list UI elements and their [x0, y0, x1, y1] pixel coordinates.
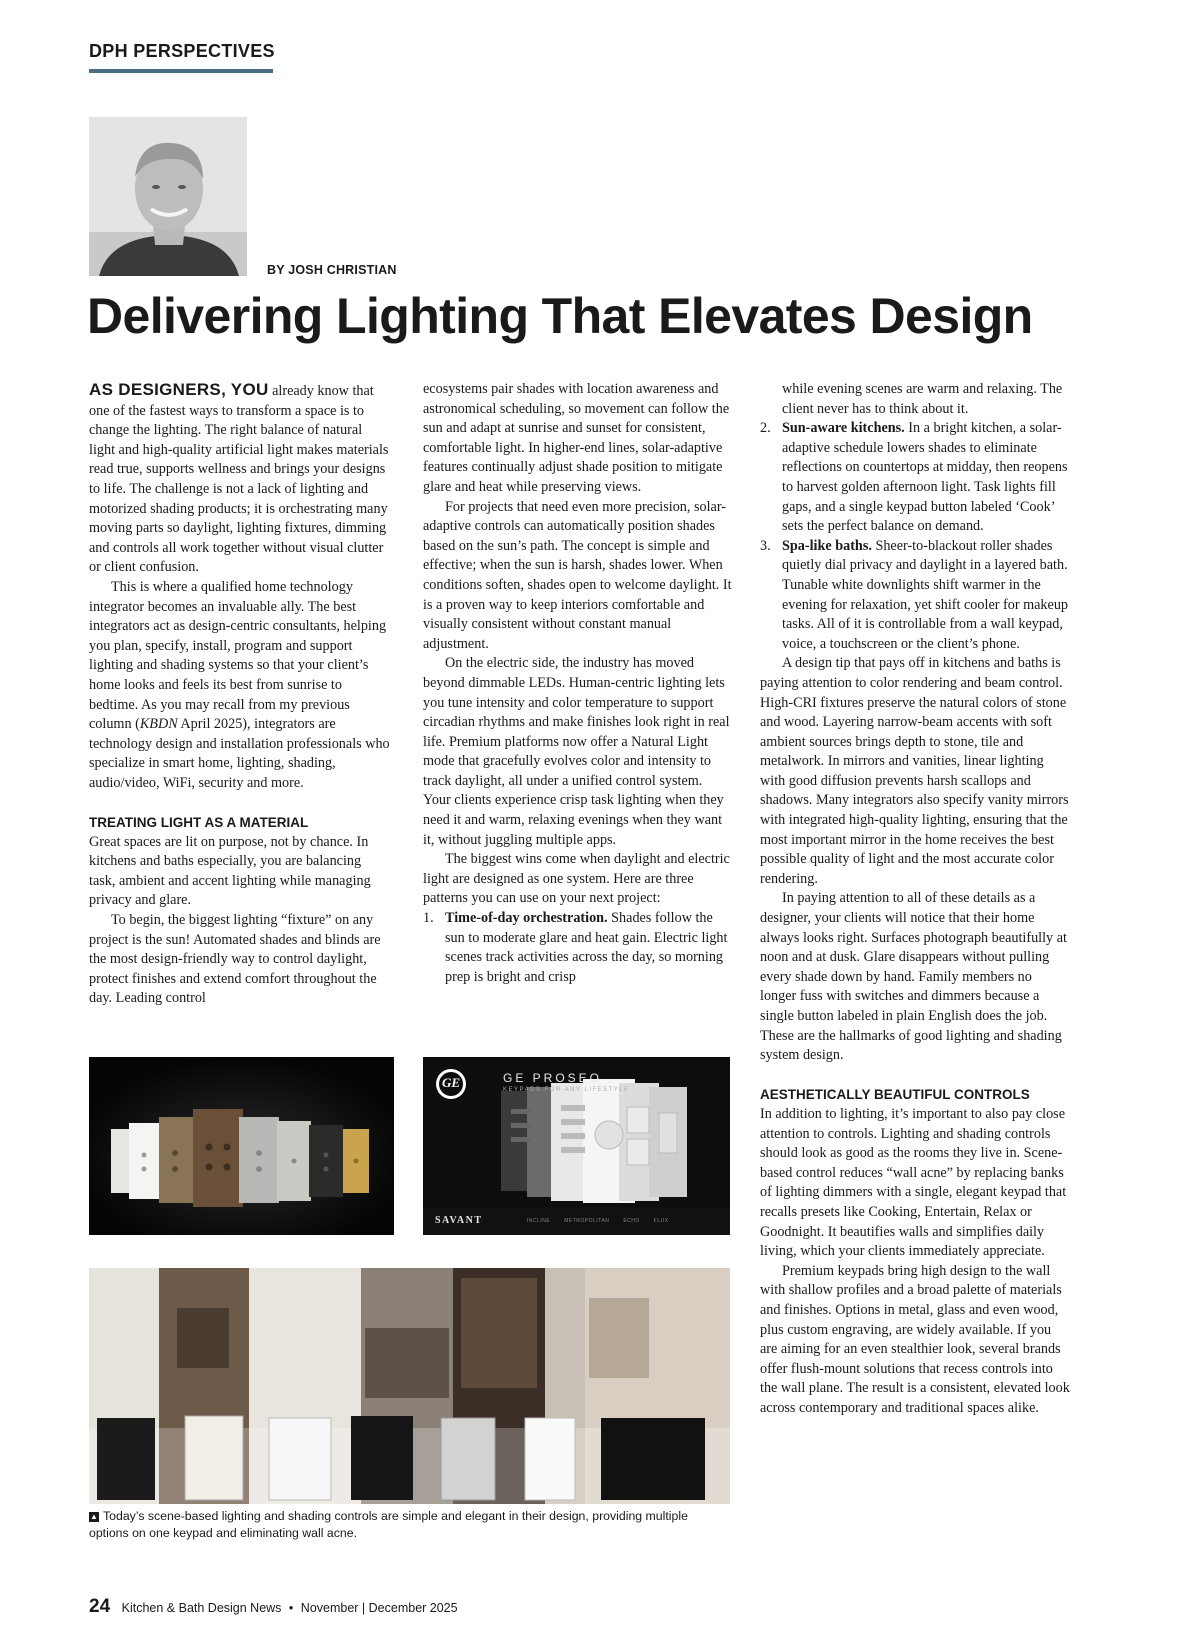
list-item [760, 419, 1070, 537]
paragraph [89, 578, 391, 794]
ge-tagline: KEYPADS FOR ANY LIFESTYLE [503, 1087, 630, 1093]
publication-name: Kitchen & Bath Design News [121, 1601, 282, 1615]
paragraph: On the electric side, the industry has moved beyond dimmable LEDs. Human-centric lighting lets you tune intensity and color temperature to support circadian rhythms and make finishes look right in real life. Premium platforms now offer a Natural Light mode that gracefully evolves color and intensity to track daylight, all under a unified control system. Your clients experience crisp task lighting when they need it and warm, relaxing evenings when they want it, without juggling multiple apps. [423, 655, 730, 848]
paragraph: In addition to lighting, it’s important to also pay close attention to controls. Lighting and shading controls should look as good as the rooms they live in. Scene-based control reduces “wall acne” by replacing banks of lighting dimmers with a single, elegant keypad that recalls presets like Cooking, Entertain, Relax or Goodnight. It beautifies walls and simplifies daily living, which your clients immediately appreciate. [760, 1105, 1067, 1260]
list-item-text: Shades follow the sun to moderate glare and heat gain. Electric light scenes track activities across the day, so morning prep is bright and crisp [445, 910, 728, 985]
list-item-title: Sun-aware kitchens. [782, 420, 905, 437]
ge-brand: GE PROSEO [503, 1071, 603, 1085]
list-number: 1. [423, 910, 434, 927]
list-number: 3. [760, 537, 771, 554]
photo-interiors-keypads [89, 1268, 730, 1504]
lead-caps: AS DESIGNERS, YOU [89, 380, 269, 399]
paragraph: In paying attention to all of these details as a designer, your clients will notice that their home always looks right. Surfaces photograph beautifully at noon and at dusk. Glare disappears without pulling every shade down by hand. Family members no longer fuss with switches and dimmers because a single button labeled in plain English does the job. These are the hallmarks of good lighting and shading system design. [760, 890, 1067, 1064]
paragraph: Great spaces are lit on purpose, not by chance. In kitchens and baths especially, you are balancing task, ambient and accent lighting while managing privacy and glare. [89, 833, 371, 909]
ge-line-name: FLUX [653, 1218, 669, 1224]
paragraph: To begin, the biggest lighting “fixture” on any project is the sun! Automated shades and blinds are the most design-friendly way to control daylight, protect finishes and extend comfort throughout the day. Leading control [89, 912, 381, 1007]
ge-logo-text: GE [441, 1075, 461, 1090]
list-item-text: Sheer-to-blackout roller shades quietly dial privacy and daylight in a layered bath. Tunable white downlights shift warmer in the evening for relaxation, yet shift cooler for makeup tasks. All of it is controllable from a wall keypad, voice, a touchscreen or the client’s phone. [782, 537, 1069, 652]
paragraph: A design tip that pays off in kitchens and baths is paying attention to color rendering and beam control. High-CRI fixtures preserve the natural colors of stone and wood. Layering narrow-beam accents with soft ambient sources brings depth to stone, tile and metalwork. In mirrors and vanities, linear lighting with good diffusion prevents harsh scallops and shadows. Many integrators also specify vanity mirrors with integrated high-quality lighting, ensuring that the most important mirror in the home receives the best possible quality of light and the most accurate color rendering. [760, 655, 1069, 887]
spacer [760, 1066, 1070, 1086]
headline: Delivering Lighting That Elevates Design [87, 288, 1033, 344]
caption-arrow-icon: ▲ [90, 1512, 98, 1521]
spacer [89, 793, 391, 813]
list-item-text: while evening scenes are warm and relaxing. The client never has to think about it. [782, 381, 1063, 417]
list-item-title: Spa-like baths. [782, 537, 872, 554]
list-item [760, 537, 1070, 655]
list-item [760, 380, 1070, 419]
photo-keypad-finishes [89, 1057, 394, 1235]
photo-ge-proseo-ad [423, 1057, 730, 1235]
paragraph-text: April 2025), integrators are technology design and installation professionals who specialize in smart home, lighting, shading, audio/video, WiFi, security and more. [89, 716, 390, 791]
paragraph: For projects that need even more precision, solar-adaptive controls can automatically position shades based on the sun’s path. The concept is simple and effective; when the sun is harsh, shades lower. When conditions soften, shades open to welcome daylight. It is a proven way to keep interiors comfortable and visually consistent without constant manual adjustment. [423, 498, 732, 652]
paragraph: ecosystems pair shades with location awareness and astronomical scheduling, so movement can follow the sun and adapt at sunrise and sunset for consistent, comfortable light. In higher-end lines, solar-adaptive features continually adjust shade position to mitigate glare and heat while preserving views. [423, 381, 730, 495]
paragraph: Premium keypads bring high design to the wall with shallow profiles and a broad palette of materials and finishes. Options in metal, glass and even wood, plus custom engraving, are widely available. If you are aiming for an even stealthier look, several brands offer flush-mount solutions that recess controls into the wall plane. The result is a consistent, elevated look across contemporary and traditional spaces alike. [760, 1262, 1070, 1416]
ge-line-name: INCLINE [527, 1218, 551, 1224]
section-label: DPH PERSPECTIVES [89, 41, 275, 61]
list-item [423, 909, 733, 987]
pattern-list [423, 909, 733, 987]
page-number: 24 [89, 1596, 111, 1617]
caption-text: Today’s scene-based lighting and shading controls are simple and elegant in their design, providing multiple options on one keypad and eliminating wall acne. [89, 1509, 688, 1540]
section-rule [89, 69, 273, 73]
page-footer [89, 1596, 458, 1618]
savant-logo-text: SAVANT [435, 1215, 483, 1226]
list-item-title: Time-of-day orchestration. [445, 910, 608, 927]
list-number: 2. [760, 420, 771, 437]
byline: BY JOSH CHRISTIAN [267, 263, 397, 277]
ge-line-name: METROPOLITAN [564, 1218, 610, 1224]
footer-separator: • [288, 1601, 294, 1615]
issue-date: November | December 2025 [300, 1601, 458, 1615]
author-headshot [89, 117, 247, 276]
ge-line-name: ECHO [623, 1218, 640, 1224]
publication-italic: KBDN [139, 716, 178, 733]
article-column-2 [423, 380, 733, 987]
photo-caption [89, 1508, 699, 1542]
pattern-list-continued [760, 380, 1070, 654]
subhead-treating-light: TREATING LIGHT AS A MATERIAL [89, 815, 309, 831]
subhead-controls: AESTHETICALLY BEAUTIFUL CONTROLS [760, 1087, 1030, 1103]
list-item-text: In a bright kitchen, a solar-adaptive schedule lowers shades to eliminate reflections on countertops at midday, then reopens to harvest golden afternoon light. Task lights fill gaps, and a single keypad button labeled ‘Cook’ sets the perfect balance on demand. [782, 420, 1068, 535]
paragraph: The biggest wins come when daylight and electric light are designed as one system. Here are three patterns you can use on your next project: [423, 851, 730, 907]
article-column-1 [89, 380, 391, 1009]
paragraph-text: This is where a qualified home technology integrator becomes an invaluable ally. The best integrators act as design-centric consultants, helping you plan, specify, install, program and support lighting and shading systems so that your client’s home looks and feels its best from sunrise to bedtime. As you may recall from my previous column ( [89, 578, 387, 733]
lead-text: already know that one of the fastest ways to transform a space is to change the lighting. The right balance of natural light and high-quality artificial light makes materials read true, supports wellness and brings your designs to life. The challenge is not a lack of lighting and motorized shading products; it is orchestrating many moving parts so daylight, lighting fixtures, dimming and controls all work together without visual clutter or client confusion. [89, 383, 389, 576]
article-column-3 [760, 380, 1070, 1418]
ge-line-names [527, 1218, 669, 1224]
lead-paragraph [89, 380, 391, 578]
